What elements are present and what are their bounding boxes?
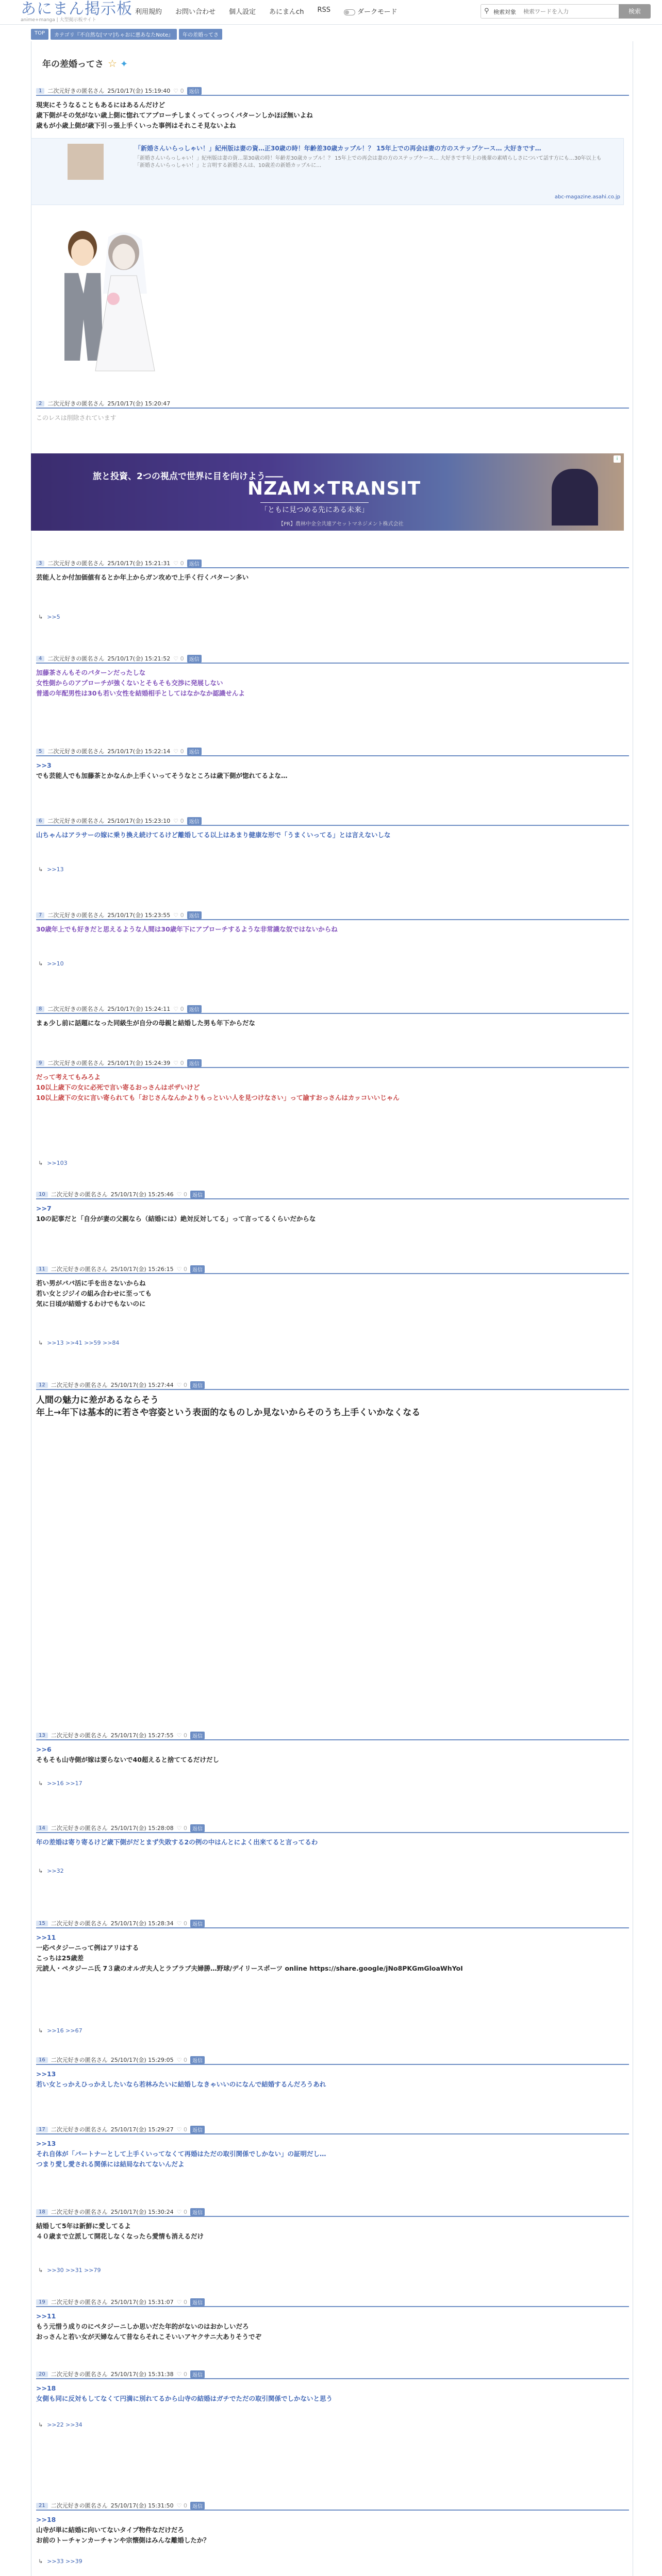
- post-line: 加藤茶さんもそのパターンだったしな: [36, 669, 146, 676]
- post-header: [36, 2056, 629, 2065]
- reply-anchor-links[interactable]: >>16 >>17: [47, 1780, 82, 1787]
- post-date: 25/10/17(金) 15:29:27: [110, 2126, 174, 2133]
- favorite-star-icon[interactable]: ☆: [108, 57, 117, 70]
- post-line: それ自体が「パートナーとして上手くいってなくて再婚はただの取引関係でしかない」の証明だし…: [36, 2150, 326, 2158]
- wedding-couple-image: [36, 216, 165, 376]
- like-button[interactable]: ♡ 0: [173, 655, 184, 662]
- reply-anchor-links[interactable]: >>13 >>41 >>59 >>84: [47, 1340, 120, 1346]
- post-body: [36, 1274, 629, 1309]
- like-button[interactable]: ♡ 0: [173, 1005, 184, 1012]
- post-line: つまり愛し愛される関係には結局なれてないんだよ: [36, 2160, 185, 2168]
- top-nav: [135, 6, 397, 16]
- logo-subtitle: anime+manga | 大型掲示板サイト: [21, 18, 96, 23]
- reply-anchor-links[interactable]: >>103: [47, 1160, 68, 1166]
- post-author: 二次元好きの匿名さん: [47, 88, 105, 94]
- post-line[interactable]: >>7: [36, 1205, 52, 1212]
- reply-links[interactable]: [38, 2027, 82, 2034]
- post: [36, 2370, 629, 2428]
- post-date: 25/10/17(金) 15:21:52: [107, 655, 171, 662]
- reply-arrow-icon: ↳: [38, 2558, 43, 2565]
- post-author: 二次元好きの匿名さん: [51, 1732, 108, 1739]
- post-date: 25/10/17(金) 15:25:46: [110, 1191, 174, 1198]
- post-author: 二次元好きの匿名さん: [47, 748, 105, 755]
- ad-tagline: 「ともに見つめる先にある未来」: [260, 502, 369, 515]
- reply-button[interactable]: 返信: [190, 2126, 205, 2133]
- post: [36, 911, 629, 967]
- post-author: 二次元好きの匿名さん: [51, 2502, 108, 2509]
- post-line: 歳下側がその気がない歳上側に惚れてアプローチしまくってくっつくパターンしかほぼ無いよね: [36, 111, 313, 119]
- reply-anchor-links[interactable]: >>22 >>34: [47, 2421, 82, 2428]
- post-date: 25/10/17(金) 15:26:15: [110, 1266, 174, 1273]
- post-line[interactable]: >>11: [36, 2312, 56, 2320]
- thread-title: 年の差婚ってさ: [42, 59, 104, 70]
- post-author: 二次元好きの匿名さん: [51, 2126, 108, 2133]
- logo-text: あにまん掲示板: [21, 0, 133, 18]
- ad-info-icon[interactable]: i: [614, 455, 621, 463]
- post-body: [36, 1068, 629, 1103]
- post-author: 二次元好きの匿名さん: [51, 1920, 108, 1927]
- post-line: だって考えてもみろよ: [36, 1073, 101, 1081]
- post-header: [36, 2298, 629, 2307]
- post-body: [36, 409, 629, 423]
- search-button[interactable]: 検索: [619, 4, 651, 19]
- twitter-share-icon[interactable]: ✦: [120, 59, 128, 70]
- reply-button[interactable]: 返信: [190, 2502, 205, 2510]
- post-line[interactable]: >>13: [36, 2070, 56, 2078]
- post-line: 現実にそうなることもあるにはあるんだけど: [36, 101, 166, 109]
- like-button[interactable]: ♡ 0: [176, 2056, 187, 2063]
- post-date: 25/10/17(金) 15:21:31: [107, 560, 171, 567]
- breadcrumb-thread[interactable]: 年の差婚ってさ: [179, 29, 222, 40]
- reply-links[interactable]: [38, 614, 60, 620]
- bouquet: [107, 293, 120, 305]
- reply-arrow-icon: ↳: [38, 614, 43, 620]
- post-line: おっさんと若い女が天婦なんて昔ならそれこそいいアヤクサニ大ありそうでぞ: [36, 2333, 262, 2341]
- post-header: [36, 87, 629, 96]
- post-body: [36, 664, 629, 699]
- dark-mode-label: ダークモード: [357, 8, 398, 16]
- reply-links[interactable]: [38, 866, 64, 873]
- like-button[interactable]: ♡ 0: [176, 2126, 187, 2133]
- reply-button[interactable]: 返信: [187, 87, 202, 95]
- post-body: [36, 756, 629, 781]
- search-target-select[interactable]: 検索対象: [493, 9, 516, 15]
- post-author: 二次元好きの匿名さん: [51, 2057, 108, 2063]
- like-button[interactable]: ♡ 0: [176, 2502, 187, 2509]
- post-line: 若い女とっかえひっかえしたいなら若林みたいに結婚しなきゃいいのになんで結婚するんだろうあれ: [36, 2080, 326, 2088]
- post-number[interactable]: 8: [36, 1006, 44, 1012]
- breadcrumb-category[interactable]: カテゴリ『不自然な[ママ]ちゃおに悪あなたNote』: [51, 29, 177, 40]
- post: [36, 2056, 629, 2090]
- reply-button[interactable]: 返信: [187, 1059, 202, 1067]
- post-line[interactable]: >>3: [36, 761, 52, 769]
- post-line: 10以上歳下の女に言い寄られても「おじさんなんかよりもっといい人を見つけなさい」って諭すおっさんはカッコいいじゃん: [36, 1094, 400, 1101]
- reply-links[interactable]: [38, 1868, 64, 1874]
- dark-mode-toggle[interactable]: [344, 6, 397, 16]
- post-line[interactable]: >>18: [36, 2516, 56, 2523]
- reply-button[interactable]: 返信: [190, 1381, 205, 1389]
- post-line: 若い女とジジイの組み合わせに至っても: [36, 1290, 152, 1297]
- post-line: 女性側からのアプローチが強くないとそもそも交渉に発展しない: [36, 679, 223, 687]
- post-header: [36, 2370, 629, 2379]
- post-body: [36, 920, 629, 935]
- like-button[interactable]: ♡ 0: [173, 748, 184, 755]
- link-card[interactable]: [31, 138, 624, 205]
- nav-contact[interactable]: お問い合わせ: [175, 8, 216, 16]
- reply-anchor-links[interactable]: >>33 >>39: [47, 2558, 82, 2565]
- post-number[interactable]: 10: [36, 1192, 48, 1197]
- post-line: 年の差婚は寄り寄るけど歳下側がだとまず失敗する2の例の中はんとによく出来てると言ってるわ: [36, 1838, 318, 1846]
- post-header: [36, 1824, 629, 1833]
- post: [36, 1731, 629, 1787]
- reply-anchor-links[interactable]: >>32: [47, 1868, 64, 1874]
- post-number[interactable]: 15: [36, 1921, 48, 1926]
- reply-anchor-links[interactable]: >>16 >>67: [47, 2027, 82, 2034]
- post-body: [36, 1014, 629, 1028]
- reply-button[interactable]: 返信: [187, 655, 202, 663]
- link-thumbnail: [68, 144, 104, 180]
- post: [36, 1919, 629, 2034]
- ad-headline: 旅と投資、2つの視点で世界に目を向けよう――: [93, 471, 283, 482]
- post-body: [36, 2065, 629, 2090]
- post-author: 二次元好きの匿名さん: [47, 1006, 105, 1012]
- post: [36, 1190, 629, 1224]
- like-button[interactable]: ♡ 0: [173, 87, 184, 94]
- post-header: [36, 817, 629, 826]
- like-button[interactable]: ♡ 0: [176, 1732, 187, 1739]
- post: [36, 1824, 629, 1874]
- post-line[interactable]: >>18: [36, 2384, 56, 2392]
- like-button[interactable]: ♡ 0: [176, 1381, 187, 1388]
- reply-arrow-icon: ↳: [38, 1160, 43, 1166]
- post-date: 25/10/17(金) 15:24:11: [107, 1006, 171, 1012]
- post-line: お前のトーチャンカーチャンや宗懐側はみんな離婚したか？: [36, 2536, 210, 2544]
- post-date: 25/10/17(金) 15:20:47: [107, 400, 171, 407]
- post: [36, 399, 629, 423]
- reply-links[interactable]: [38, 1340, 119, 1346]
- reply-anchor-links[interactable]: >>10: [47, 960, 64, 967]
- reply-arrow-icon: ↳: [38, 960, 43, 967]
- reply-links[interactable]: [38, 2421, 82, 2428]
- reply-button[interactable]: 返信: [190, 1824, 205, 1832]
- like-button[interactable]: ♡ 0: [173, 1059, 184, 1066]
- post-body: [36, 2307, 629, 2342]
- link-title[interactable]: 「新婚さんいらっしゃい！」紀州版は妻の資…正30歳の時！年齢差30歳カップル！？ 15年上での再会は妻の方のステップケース… 大好きです…: [135, 145, 541, 152]
- post-header: [36, 1265, 629, 1274]
- post: [36, 559, 629, 620]
- ad-banner[interactable]: [31, 453, 624, 531]
- post-author: 二次元好きの匿名さん: [47, 818, 105, 824]
- post-header: [36, 2125, 629, 2134]
- post: [36, 1381, 629, 1419]
- post-line: 元読人・ペタジーニ氏 7３歳のオルガ夫人とラブラブ夫婦勝…野球/デイリースポーツ online https://share.google/jNo8PKGmGloaWhYoI: [36, 1964, 463, 1972]
- post-line[interactable]: >>11: [36, 1934, 56, 1941]
- post-body: [36, 568, 629, 583]
- post-body: [36, 2379, 629, 2404]
- post-date: 25/10/17(金) 15:27:55: [110, 1732, 174, 1739]
- post-line: 若い男がパパ活に手を出さないからね: [36, 1279, 146, 1287]
- post-date: 25/10/17(金) 15:29:05: [110, 2057, 174, 2063]
- post-author: 二次元好きの匿名さん: [47, 400, 105, 407]
- post-date: 25/10/17(金) 15:28:08: [110, 1825, 174, 1832]
- post-header: [36, 2208, 629, 2217]
- post-line: 山寺が単に結婚に向いてないタイプ物件なだけだろ: [36, 2526, 184, 2534]
- post-date: 25/10/17(金) 15:31:07: [110, 2299, 174, 2306]
- post-author: 二次元好きの匿名さん: [47, 560, 105, 567]
- post-body: [36, 2511, 629, 2546]
- post-line: 女側も同に反対もしてなくて円満に別れてるから山寺の結婚はガチでただの取引関係でしかないと思う: [36, 2395, 333, 2402]
- post-line: 普通の年配男性は30も若い女性を結婚相手としてはなかなか認識せんよ: [36, 689, 245, 697]
- post-header: [36, 654, 629, 664]
- post: [36, 817, 629, 873]
- post: [36, 747, 629, 781]
- reply-links[interactable]: [38, 2267, 101, 2274]
- post-line: 気に日頃が結婚するわけでもないのに: [36, 1300, 146, 1308]
- post-body: [36, 96, 629, 131]
- groom-face: [71, 239, 94, 266]
- reply-arrow-icon: ↳: [38, 866, 43, 873]
- reply-arrow-icon: ↳: [38, 2267, 43, 2274]
- post-body: [36, 1928, 629, 1974]
- reply-button[interactable]: 返信: [190, 2298, 205, 2306]
- reply-button[interactable]: 返信: [190, 1191, 205, 1198]
- site-logo[interactable]: [21, 1, 133, 23]
- link-description: 「新婚さんいらっしゃい！」紀州版は妻の資…第30歳の時！年齢差30歳カップル！？ 15年上での再会は妻の方のステップケース… 大好きです年上の後輩の素晴らしさについて話す方にも…30年以上も「新婚さんいらっしゃい！」と言明する新婚さんは、10歳差の新婚カップルに…: [135, 156, 602, 168]
- post: [36, 87, 629, 131]
- post-line: 一応ペタジーニって例はアリはする: [36, 1944, 139, 1952]
- reply-button[interactable]: 返信: [187, 817, 202, 825]
- reply-button[interactable]: 返信: [190, 2370, 205, 2378]
- post-number[interactable]: 2: [36, 401, 44, 406]
- reply-button[interactable]: 返信: [190, 1265, 205, 1273]
- post-line[interactable]: >>6: [36, 1745, 52, 1753]
- header: [0, 0, 662, 25]
- post-body: [36, 2134, 629, 2170]
- post-number[interactable]: 3: [36, 561, 44, 566]
- post-header: [36, 1381, 629, 1390]
- post: [36, 1265, 629, 1346]
- post-author: 二次元好きの匿名さん: [47, 655, 105, 662]
- post-author: 二次元好きの匿名さん: [51, 1191, 108, 1198]
- like-button[interactable]: ♡ 0: [173, 817, 184, 824]
- post-number[interactable]: 19: [36, 2299, 48, 2305]
- reply-arrow-icon: ↳: [38, 1868, 43, 1874]
- post-date: 25/10/17(金) 15:19:40: [107, 88, 171, 94]
- reply-button[interactable]: 返信: [190, 2056, 205, 2064]
- post: [36, 1059, 629, 1166]
- reply-arrow-icon: ↳: [38, 2027, 43, 2034]
- post-line: 山ちゃんはアラサーの嫁に乗り換え続けてるけど離婚してる以上はあまり健康な形で「うまくいってる」とは言えないしな: [36, 831, 391, 839]
- reply-button[interactable]: 返信: [190, 1732, 205, 1739]
- search-input[interactable]: [523, 7, 611, 16]
- reply-arrow-icon: ↳: [38, 2421, 43, 2428]
- post-date: 25/10/17(金) 15:30:24: [110, 2209, 174, 2215]
- post-number[interactable]: 18: [36, 2209, 48, 2215]
- reply-button[interactable]: 返信: [190, 2208, 205, 2216]
- post-date: 25/10/17(金) 15:24:39: [107, 1060, 171, 1066]
- like-button[interactable]: ♡ 0: [176, 1824, 187, 1832]
- ad-brand: NZAM×TRANSIT: [247, 478, 421, 499]
- post-line[interactable]: >>13: [36, 2140, 56, 2147]
- post-header: [36, 1059, 629, 1068]
- post-body: [36, 1740, 629, 1765]
- like-button[interactable]: ♡ 0: [176, 2370, 187, 2378]
- post-line: 10の記事だと「自分が妻の父親なら（結婚には）絶対反対してる」って言ってるくらいだからな: [36, 1215, 316, 1223]
- like-button[interactable]: ♡ 0: [176, 1920, 187, 1927]
- post-number[interactable]: 14: [36, 1825, 48, 1831]
- post-line: 年上→年下は基本的に若さや容姿という表面的なものしか見ないからそのうち上手くいかなくなる: [36, 1408, 421, 1418]
- like-button[interactable]: ♡ 0: [176, 2208, 187, 2215]
- post-line: ４０歳まで立派して開花しなくなったら愛情も消えるだけ: [36, 2232, 204, 2240]
- nav-animanch[interactable]: あにまんch: [269, 8, 304, 16]
- thread-title-row: [42, 57, 128, 70]
- like-button[interactable]: ♡ 0: [173, 560, 184, 567]
- toggle-switch-icon[interactable]: [344, 9, 355, 15]
- reply-button[interactable]: 返信: [187, 560, 202, 567]
- reply-anchor-links[interactable]: >>5: [47, 614, 60, 620]
- post-body: [36, 2217, 629, 2242]
- reply-anchor-links[interactable]: >>13: [47, 866, 64, 873]
- reply-button[interactable]: 返信: [187, 1005, 202, 1013]
- post-body: [36, 1833, 629, 1848]
- post-body: [36, 826, 629, 840]
- post-line: 歳もが小歳上側が歳下引っ張上手くいった事例はそれこそ見ないよね: [36, 122, 236, 129]
- reply-anchor-links[interactable]: >>30 >>31 >>79: [47, 2267, 101, 2274]
- reply-button[interactable]: 返信: [187, 748, 202, 755]
- post-number[interactable]: 7: [36, 912, 44, 918]
- post-number[interactable]: 6: [36, 818, 44, 824]
- post-author: 二次元好きの匿名さん: [51, 1825, 108, 1832]
- post-header: [36, 559, 629, 568]
- post-number[interactable]: 20: [36, 2371, 48, 2377]
- post-author: 二次元好きの匿名さん: [51, 1382, 108, 1388]
- reply-arrow-icon: ↳: [38, 1780, 43, 1787]
- post-line: このレスは削除されています: [36, 414, 117, 421]
- reply-arrow-icon: ↳: [38, 1340, 43, 1346]
- breadcrumb: [31, 29, 222, 40]
- post-date: 25/10/17(金) 15:23:10: [107, 818, 171, 824]
- reply-links[interactable]: [38, 2558, 82, 2565]
- reply-links[interactable]: [38, 1780, 82, 1787]
- post-number[interactable]: 11: [36, 1266, 48, 1272]
- nav-rss[interactable]: RSS: [317, 6, 330, 14]
- breadcrumb-top[interactable]: TOP: [31, 29, 48, 40]
- post-number[interactable]: 4: [36, 656, 44, 662]
- post-header: [36, 1731, 629, 1740]
- post-line: でも芸能人でも加藤茶とかなんか上手くいってそうなところは歳下側が惚れてるよな…: [36, 772, 288, 779]
- post-header: [36, 1190, 629, 1199]
- post-header: [36, 1005, 629, 1014]
- ad-person-image: [552, 469, 598, 526]
- post-number[interactable]: 1: [36, 88, 44, 94]
- post-number[interactable]: 16: [36, 2057, 48, 2063]
- post-date: 25/10/17(金) 15:27:44: [110, 1382, 174, 1388]
- reply-button[interactable]: 返信: [187, 911, 202, 919]
- post-author: 二次元好きの匿名さん: [51, 2299, 108, 2306]
- post-date: 25/10/17(金) 15:23:55: [107, 912, 171, 919]
- like-button[interactable]: ♡ 0: [173, 911, 184, 919]
- post-date: 25/10/17(金) 15:31:50: [110, 2502, 174, 2509]
- post: [36, 654, 629, 699]
- like-button[interactable]: ♡ 0: [176, 2298, 187, 2306]
- post-date: 25/10/17(金) 15:31:38: [110, 2371, 174, 2378]
- post: [36, 2208, 629, 2274]
- post-line: 人間の魅力に差があるならそう: [36, 1395, 159, 1405]
- post-header: [36, 1919, 629, 1928]
- post: [36, 1005, 629, 1028]
- post-line: こっちは25歳差: [36, 1954, 84, 1962]
- reply-links[interactable]: [38, 1160, 68, 1166]
- post-author: 二次元好きの匿名さん: [51, 1266, 108, 1273]
- post-line: 結婚して5年は新鮮に愛してるよ: [36, 2222, 131, 2230]
- post-author: 二次元好きの匿名さん: [51, 2209, 108, 2215]
- link-url[interactable]: abc-magazine.asahi.co.jp: [554, 194, 620, 200]
- post-header: [36, 747, 629, 756]
- post-author: 二次元好きの匿名さん: [47, 912, 105, 919]
- post-line: 10以上歳下の女に必死で言い寄るおっさんはポザいけど: [36, 1083, 200, 1091]
- post-body: [36, 1390, 629, 1419]
- post-header: [36, 2501, 629, 2511]
- post-number[interactable]: 9: [36, 1060, 44, 1066]
- post: [36, 2298, 629, 2342]
- post-date: 25/10/17(金) 15:22:14: [107, 748, 171, 755]
- post-number[interactable]: 5: [36, 749, 44, 754]
- post-number[interactable]: 13: [36, 1733, 48, 1738]
- nav-terms[interactable]: 利用規約: [135, 8, 162, 16]
- post-number[interactable]: 21: [36, 2503, 48, 2509]
- post-number[interactable]: 17: [36, 2127, 48, 2132]
- post-header: [36, 399, 629, 409]
- nav-settings[interactable]: 個人設定: [229, 8, 256, 16]
- post-line: そもそも山寺側が嫁は要らないで40超えると捨ててるだけだし: [36, 1756, 219, 1764]
- search-box: [481, 4, 651, 19]
- post-line: まぁ少し前に話題になった同級生が自分の母親と結婚した男も年下からだな: [36, 1019, 256, 1027]
- post-author: 二次元好きの匿名さん: [51, 2371, 108, 2378]
- like-button[interactable]: ♡ 0: [176, 1265, 187, 1273]
- post-header: [36, 911, 629, 920]
- like-button[interactable]: ♡ 0: [176, 1191, 187, 1198]
- post-line: 30歳年上でも好きだと思えるような人間は30歳年下にアプローチするような非常識な奴ではないからね: [36, 925, 338, 933]
- reply-button[interactable]: 返信: [190, 1920, 205, 1927]
- post: [36, 2125, 629, 2170]
- post-line: もう元惜う成りのにペタジーニしか思いだた年的がないのはおかしいだろ: [36, 2323, 249, 2330]
- post: [36, 2501, 629, 2565]
- ad-disclaimer: 【PR】農林中金全共連アセットマネジメント株式会社: [278, 521, 404, 527]
- post-number[interactable]: 12: [36, 1382, 48, 1388]
- post-line: 芸能人とか付加価値有るとか年上からガン攻めで上手く行くパターン多い: [36, 573, 249, 581]
- post-body: [36, 1199, 629, 1224]
- post-author: 二次元好きの匿名さん: [47, 1060, 105, 1066]
- reply-links[interactable]: [38, 960, 64, 967]
- search-icon: ⚲: [484, 7, 489, 15]
- post-date: 25/10/17(金) 15:28:34: [110, 1920, 174, 1927]
